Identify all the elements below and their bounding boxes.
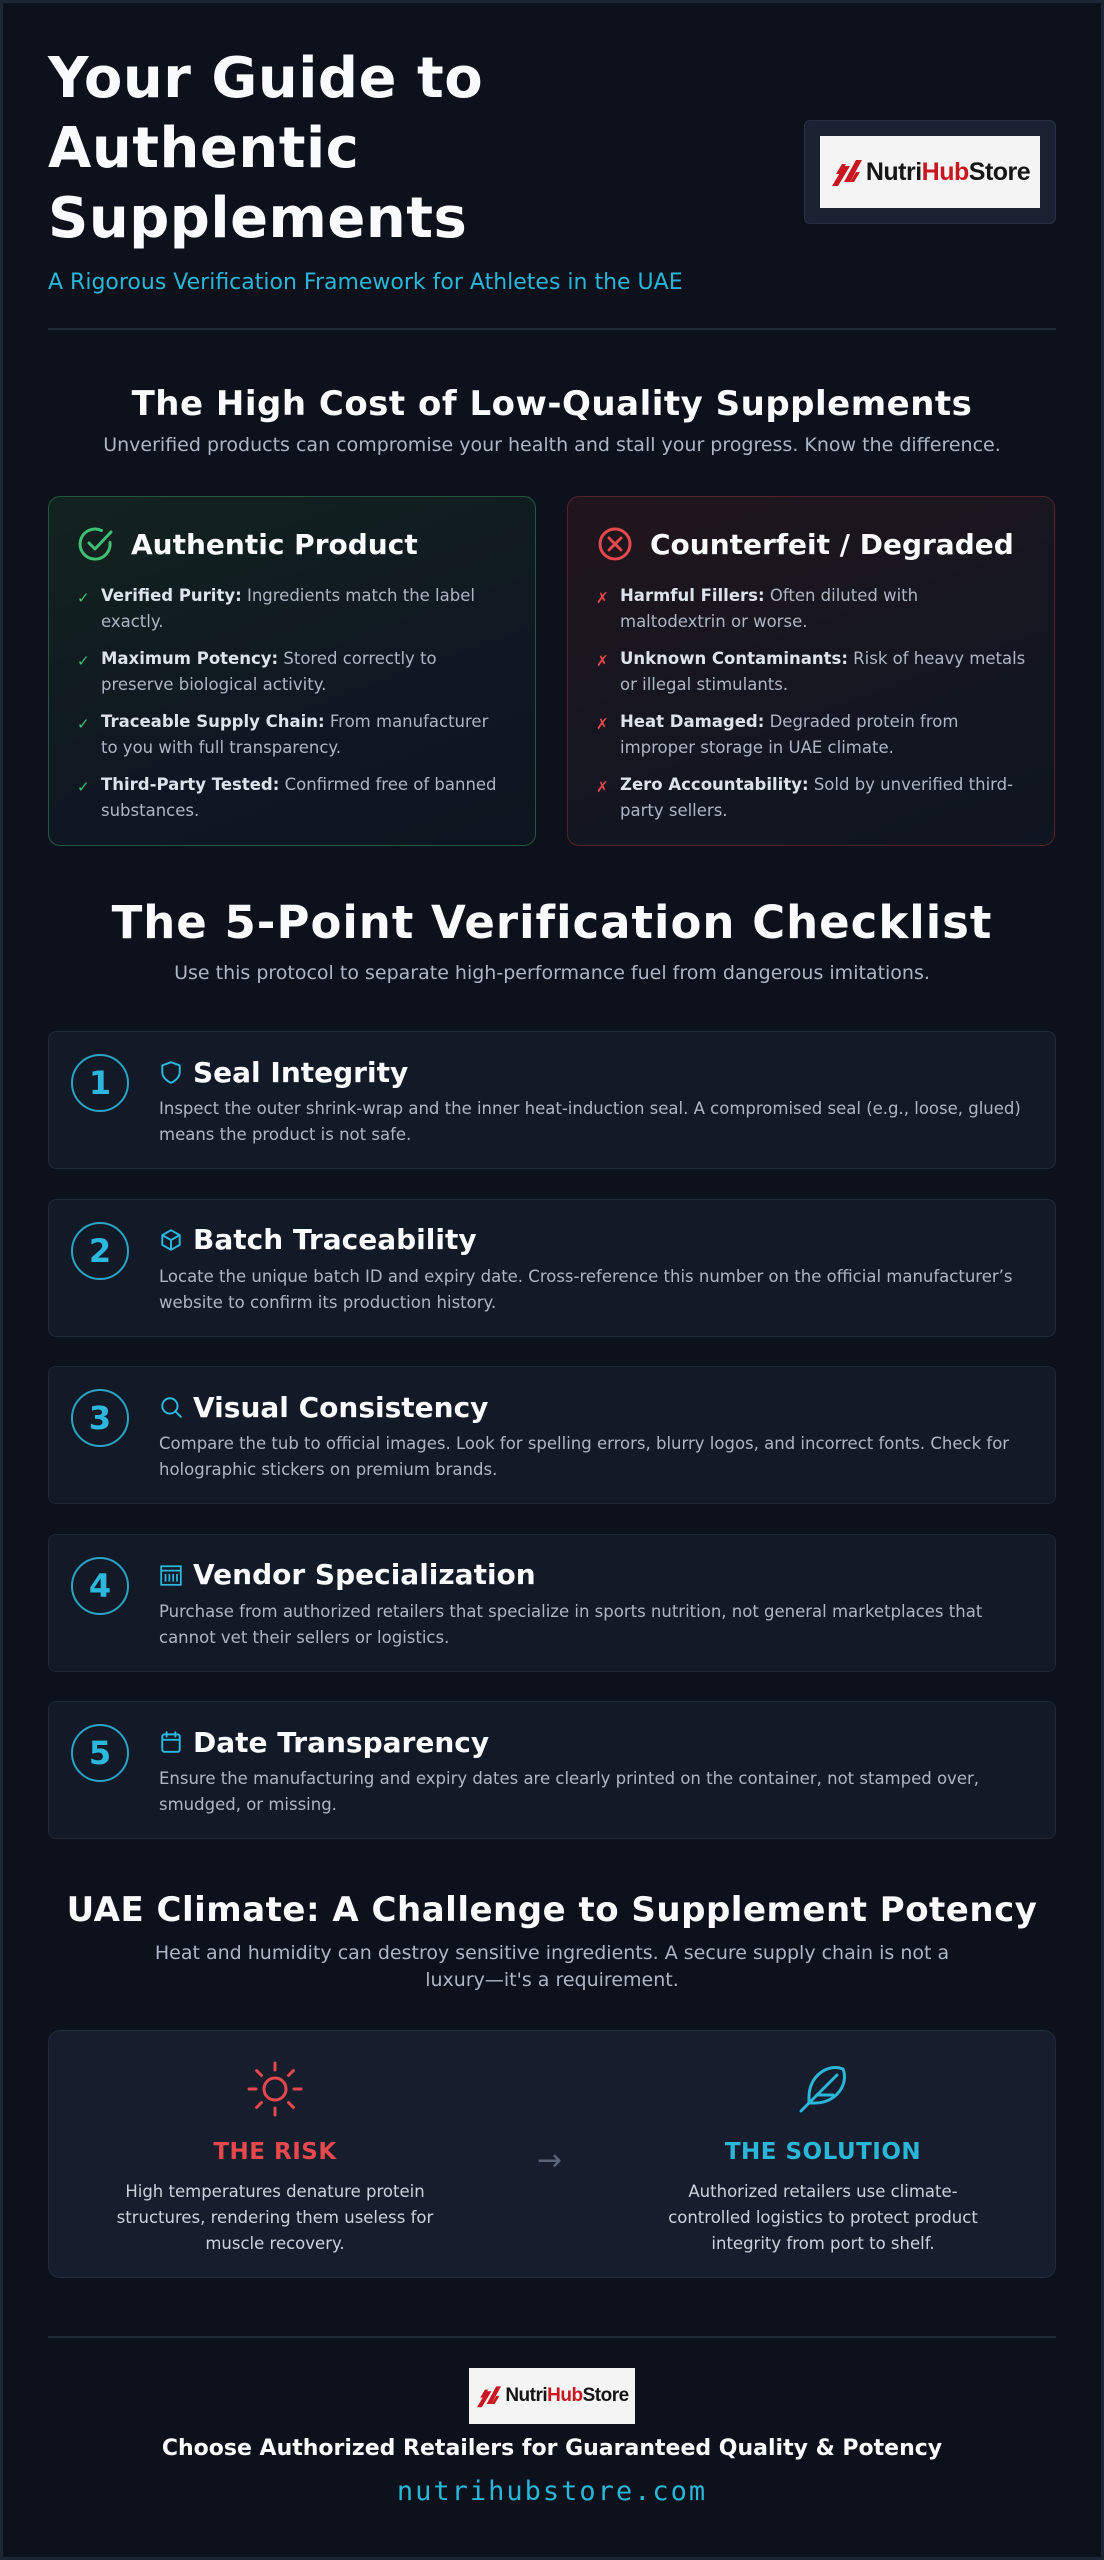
authentic-list xyxy=(77,583,507,824)
authentic-item: ✓ Maximum Potency: Stored correctly to preserve biological activity. xyxy=(77,646,507,698)
cost-heading: The High Cost of Low-Quality Supplements xyxy=(131,384,973,424)
cross-icon: ✗ xyxy=(596,589,609,607)
feather-icon xyxy=(793,2059,853,2119)
check-circle-icon xyxy=(77,525,115,563)
footer-divider xyxy=(48,2336,1056,2338)
counterfeit-card xyxy=(567,496,1055,846)
counterfeit-card-title: Counterfeit / Degraded xyxy=(650,527,1014,561)
step-description: Ensure the manufacturing and expiry dates are clearly printed on the container, not stamped over, smudged, or missing. xyxy=(159,1769,980,1814)
step-number: 5 xyxy=(71,1724,129,1782)
checklist-intro: Use this protocol to separate high-performance fuel from dangerous imitations. xyxy=(174,962,930,984)
website-link[interactable]: nutrihubstore.com xyxy=(396,2476,708,2507)
step-description: Inspect the outer shrink-wrap and the inner heat-induction seal. A compromised seal (e.g., loose, glued) means the product is not safe. xyxy=(159,1099,1021,1144)
authentic-card-title: Authentic Product xyxy=(131,527,418,561)
risk-column xyxy=(105,2059,445,2257)
header xyxy=(48,44,1056,300)
check-icon: ✓ xyxy=(77,589,90,607)
sun-icon xyxy=(245,2059,305,2119)
search-icon xyxy=(159,1395,183,1419)
authentic-card xyxy=(48,496,536,846)
divider xyxy=(48,328,1056,330)
checklist-step xyxy=(48,1534,1056,1672)
step-title: Seal Integrity xyxy=(193,1055,409,1089)
risk-text: High temperatures denature protein structures, rendering them useless for muscle recovery. xyxy=(116,2182,434,2253)
counterfeit-item: ✗ Harmful Fillers: Often diluted with maltodextrin or worse. xyxy=(596,583,1026,635)
authentic-item: ✓ Traceable Supply Chain: From manufacturer to you with full transparency. xyxy=(77,709,507,761)
authentic-item: ✓ Third-Party Tested: Confirmed free of banned substances. xyxy=(77,772,507,824)
step-number: 3 xyxy=(71,1389,129,1447)
footer-logo xyxy=(469,2368,635,2424)
solution-text: Authorized retailers use climate-controlled logistics to protect product integrity from port to shelf. xyxy=(668,2182,978,2253)
logo-wordmark: NutriHubStore xyxy=(865,157,1031,186)
calendar-icon xyxy=(159,1730,183,1754)
page-title: Your Guide to Authentic Supplements xyxy=(48,46,484,251)
climate-panel xyxy=(48,2030,1056,2278)
climate-intro: Heat and humidity can destroy sensitive ingredients. A secure supply chain is not a luxury—it's a requirement. xyxy=(154,1942,950,1991)
step-number: 1 xyxy=(71,1054,129,1112)
climate-heading: UAE Climate: A Challenge to Supplement Potency xyxy=(66,1890,1038,1930)
brand-logo-small xyxy=(469,2368,635,2424)
counterfeit-item: ✗ Zero Accountability: Sold by unverified third-party sellers. xyxy=(596,772,1026,824)
logo-mark-icon xyxy=(830,152,864,192)
box-icon xyxy=(159,1228,183,1252)
brand-logo xyxy=(820,136,1040,208)
cross-icon: ✗ xyxy=(596,652,609,670)
store-icon xyxy=(159,1563,183,1587)
logo-wordmark: NutriHubStore xyxy=(505,2385,629,2406)
step-title: Date Transparency xyxy=(193,1725,490,1759)
counterfeit-list xyxy=(596,583,1026,824)
shield-icon xyxy=(159,1060,183,1084)
check-icon: ✓ xyxy=(77,715,90,733)
step-title: Vendor Specialization xyxy=(193,1558,536,1591)
solution-title: THE SOLUTION xyxy=(724,2139,922,2165)
step-number: 4 xyxy=(71,1557,129,1615)
solution-column xyxy=(653,2059,993,2257)
cost-intro: Unverified products can compromise your health and stall your progress. Know the difference. xyxy=(103,434,1001,456)
step-description: Locate the unique batch ID and expiry date. Cross-reference this number on the official manufacturer’s website to confirm its production history. xyxy=(159,1266,1013,1312)
checklist-step xyxy=(48,1366,1056,1504)
step-description: Purchase from authorized retailers that specialize in sports nutrition, not general marketplaces that cannot vet their sellers or logistics. xyxy=(159,1601,983,1647)
header-logo-box xyxy=(804,120,1056,224)
x-circle-icon xyxy=(596,525,634,563)
checklist-step xyxy=(48,1199,1056,1337)
page-subtitle: A Rigorous Verification Framework for Athletes in the UAE xyxy=(48,270,683,295)
step-description: Compare the tub to official images. Look for spelling errors, blurry logos, and incorrect fonts. Check for holographic stickers on premium brands. xyxy=(159,1434,1010,1479)
authentic-item: ✓ Verified Purity: Ingredients match the label exactly. xyxy=(77,583,507,635)
cross-icon: ✗ xyxy=(596,715,609,733)
counterfeit-item: ✗ Heat Damaged: Degraded protein from improper storage in UAE climate. xyxy=(596,709,1026,761)
check-icon: ✓ xyxy=(77,778,90,796)
arrow-right-icon: → xyxy=(537,2143,563,2178)
step-title: Visual Consistency xyxy=(193,1390,489,1424)
check-icon: ✓ xyxy=(77,652,90,670)
counterfeit-item: ✗ Unknown Contaminants: Risk of heavy metals or illegal stimulants. xyxy=(596,646,1026,698)
footer-tagline: Choose Authorized Retailers for Guaranteed Quality & Potency xyxy=(161,2436,943,2461)
checklist-heading: The 5-Point Verification Checklist xyxy=(111,896,993,949)
checklist-step xyxy=(48,1701,1056,1839)
step-number: 2 xyxy=(71,1222,129,1280)
risk-title: THE RISK xyxy=(213,2139,337,2165)
logo-mark-icon xyxy=(475,2380,503,2412)
cross-icon: ✗ xyxy=(596,778,609,796)
checklist-step xyxy=(48,1031,1056,1169)
step-title: Batch Traceability xyxy=(193,1223,477,1256)
